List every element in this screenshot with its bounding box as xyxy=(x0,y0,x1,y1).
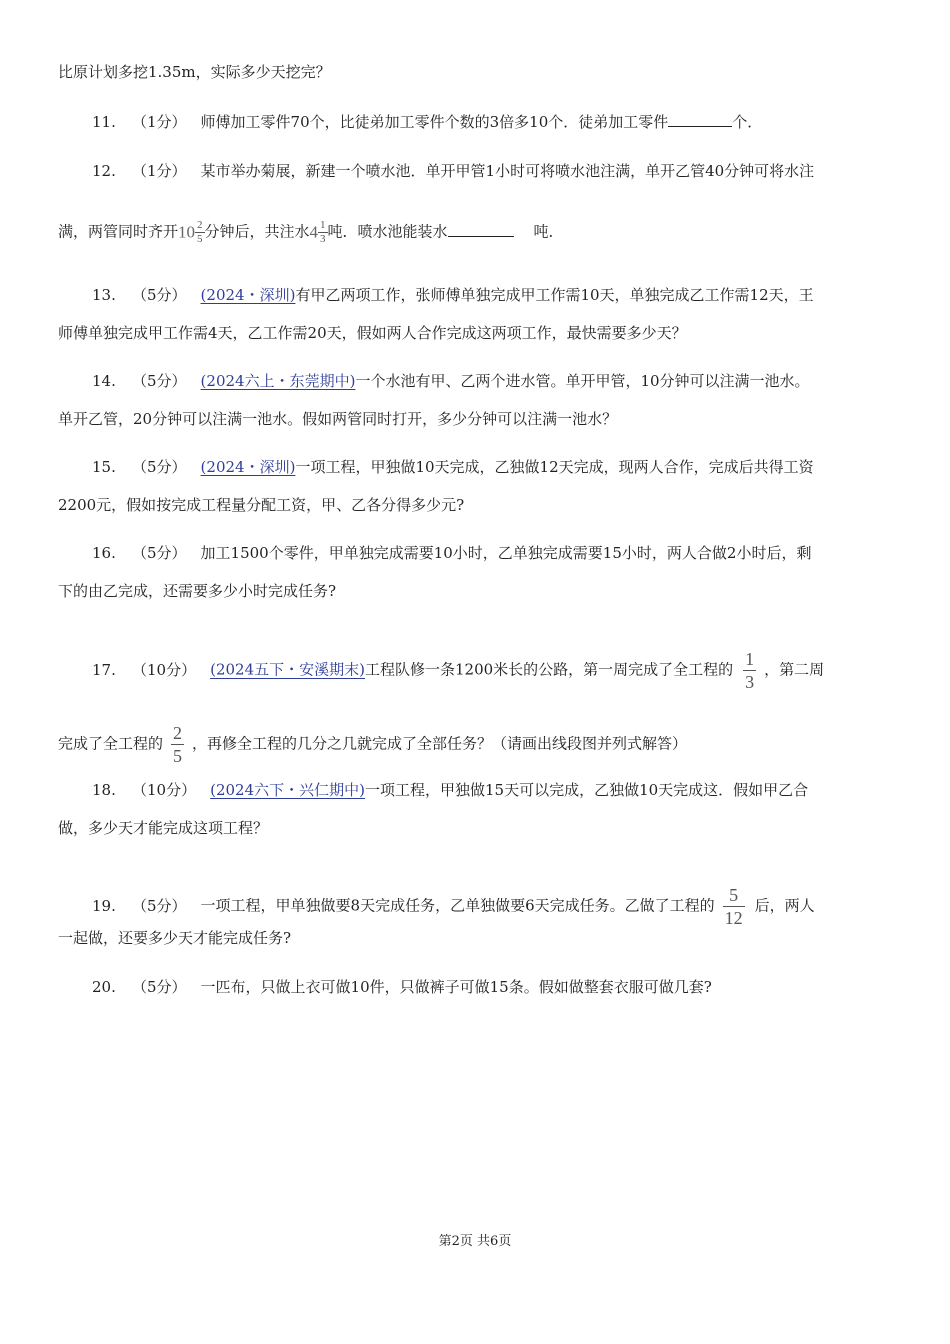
question-number: 17. xyxy=(92,660,116,679)
question-number: 16. xyxy=(92,544,116,562)
question-number: 13. xyxy=(92,286,116,304)
question-13: 13. （5分） (2024・深圳)有甲乙两项工作，张师傅单独完成甲工作需10天，单独完成乙工作需12天，王 xyxy=(92,286,814,304)
question-number: 19. xyxy=(92,896,116,915)
page-footer: 第2页 共6页 xyxy=(438,1234,512,1249)
question-score: （1分） xyxy=(132,113,187,131)
source-link[interactable]: (2024六下・兴仁期中) xyxy=(210,781,365,799)
question-20: 20. （5分） 一匹布，只做上衣可做10件，只做裤子可做15条。假如做整套衣服可做几套? xyxy=(92,978,712,996)
question-score: （5分） xyxy=(132,544,187,562)
question-12: 12. （1分） 某市举办菊展，新建一个喷水池．单开甲管1小时可将喷水池注满，单开乙管40分钟可将水注 xyxy=(92,162,815,180)
question-score: （5分） xyxy=(132,896,187,915)
question-number: 20. xyxy=(92,978,116,996)
question-13-line2: 师傅单独完成甲工作需4天，乙工作需20天，假如两人合作完成这两项工作，最快需要多少天？ xyxy=(58,324,687,342)
fraction: $\frac{5}{12}$ xyxy=(724,885,743,928)
question-12-line2: 满，两管同时齐开10 $\frac{2}{5}$ 分钟后，共注水4 $\frac{1}{3}$ 吨．喷水池能装水 吨． xyxy=(58,219,564,245)
answer-blank[interactable] xyxy=(668,112,732,127)
question-score: （5分） xyxy=(132,286,187,304)
question-18: 18. （10分） (2024六下・兴仁期中)一项工程，甲独做15天可以完成，乙独做10天完成这．假如甲乙合 xyxy=(92,781,809,799)
question-16: 16. （5分） 加工1500个零件，甲单独完成需要10小时，乙单独完成需要15小时，两人合做2小时后，剩 xyxy=(92,544,812,562)
question-score: （10分） xyxy=(132,781,197,799)
question-19: 19. （5分） 一项工程，甲单独做要8天完成任务，乙单独做要6天完成任务。乙做了工程的 $\frac{5}{12}$ 后，两人 xyxy=(92,885,815,928)
question-score: （5分） xyxy=(132,372,187,390)
question-14: 14. （5分） (2024六上・东莞期中)一个水池有甲、乙两个进水管。单开甲管，10分钟可以注满一池水。 xyxy=(92,372,810,390)
question-number: 18. xyxy=(92,781,116,799)
question-number: 11. xyxy=(92,113,116,131)
question-17-line2: 完成了全工程的 $\frac{2}{5}$ ，再修全工程的几分之几就完成了全部任务？（请画出线段图并列式解答） xyxy=(58,723,688,766)
question-number: 14. xyxy=(92,372,116,390)
question-15: 15. （5分） (2024・深圳)一项工程，甲独做10天完成，乙独做12天完成，现两人合作，完成后共得工资 xyxy=(92,458,814,476)
fraction: $\frac{1}{3}$ xyxy=(745,649,755,692)
mixed-number: 10 $\frac{2}{5}$ xyxy=(178,219,203,245)
source-link[interactable]: (2024六上・东莞期中) xyxy=(200,372,356,390)
question-score: （5分） xyxy=(132,458,187,476)
question-14-line2: 单开乙管，20分钟可以注满一池水。假如两管同时打开，多少分钟可以注满一池水？ xyxy=(58,410,618,428)
question-18-line2: 做，多少天才能完成这项工程？ xyxy=(58,819,269,837)
question-15-line2: 2200元，假如按完成工程量分配工资，甲、乙各分得多少元? xyxy=(58,496,465,514)
question-17: 17. （10分） (2024五下・安溪期末)工程队修一条1200米长的公路，第一周完成了全工程的 $\frac{1}{3}$ ，第二周 xyxy=(92,649,825,692)
mixed-number: 4 $\frac{1}{3}$ xyxy=(309,219,326,245)
question-score: （5分） xyxy=(132,978,187,996)
q10-continuation: 比原计划多挖1.35m，实际多少天挖完？ xyxy=(58,63,331,81)
question-score: （10分） xyxy=(132,660,197,679)
question-11: 11. （1分） 师傅加工零件70个，比徒弟加工零件个数的3倍多10个．徒弟加工零件 个． xyxy=(92,113,763,131)
question-16-line2: 下的由乙完成，还需要多少小时完成任务? xyxy=(58,582,337,600)
fraction: $\frac{2}{5}$ xyxy=(173,723,183,766)
source-link[interactable]: (2024・深圳) xyxy=(200,458,296,476)
source-link[interactable]: (2024・深圳) xyxy=(200,286,296,304)
answer-blank[interactable] xyxy=(448,222,514,237)
source-link[interactable]: (2024五下・安溪期末) xyxy=(210,660,365,679)
question-19-line2: 一起做，还要多少天才能完成任务? xyxy=(58,929,292,947)
question-number: 15. xyxy=(92,458,116,476)
question-number: 12. xyxy=(92,162,116,180)
question-score: （1分） xyxy=(132,162,187,180)
